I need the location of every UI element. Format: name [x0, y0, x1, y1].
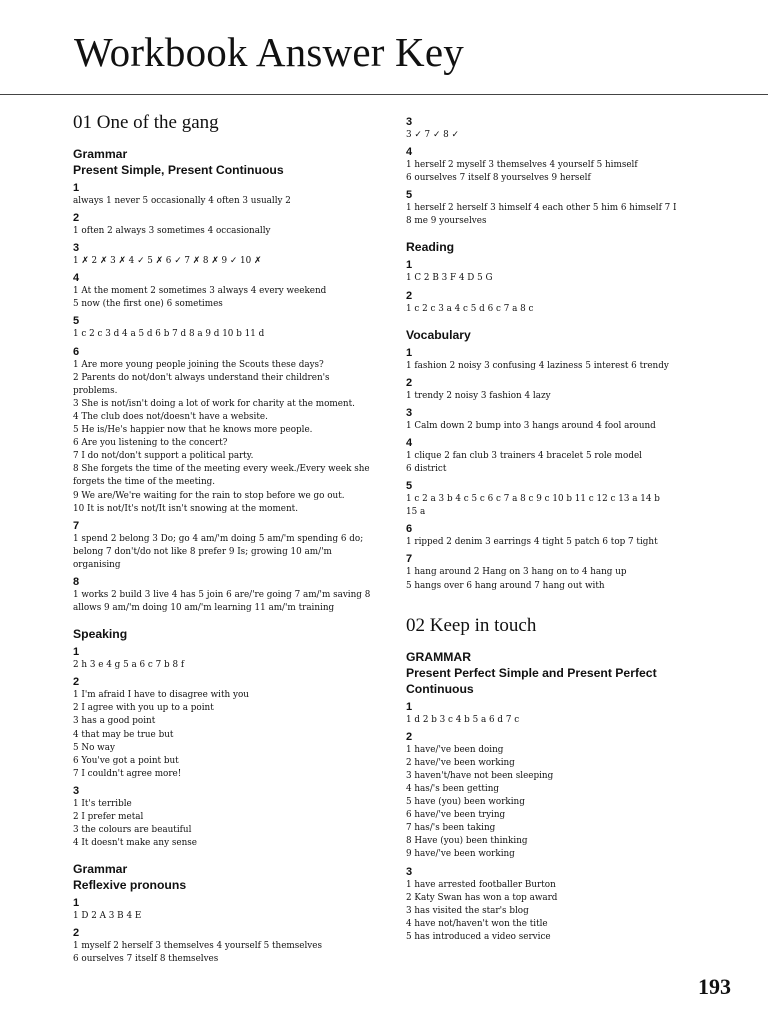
exercise-number: 3 — [406, 865, 413, 878]
answer-line: 4 that may be true but — [73, 729, 174, 740]
answer-line: 1 spend 2 belong 3 Do; go 4 am/'m doing 5 am/'m spending 6 do; belong 7 don't/do not like 8 prefer 9 Is; growing 10 am/'m organising — [73, 533, 364, 570]
answer-list — [73, 896, 373, 966]
answer-line: 2 I agree with you up to a point — [73, 703, 214, 714]
answer-line: 9 We are/We're waiting for the rain to stop before we go out. — [73, 490, 345, 501]
answer-line: 5 No way — [73, 742, 115, 753]
exercise-number: 7 — [406, 553, 413, 566]
answer-text — [406, 879, 724, 944]
answer-text — [73, 689, 373, 781]
answer-line: 2 h 3 e 4 g 5 a 6 c 7 b 8 f — [73, 660, 185, 671]
answer-line: 3 the colours are beautiful — [73, 825, 192, 836]
unit-title: 02 Keep in touch — [406, 614, 537, 636]
answer-text — [73, 195, 373, 208]
answer-line: 10 It is not/It's not/It isn't snowing at the moment. — [73, 503, 299, 514]
answer-text — [406, 390, 724, 403]
section-heading: Reading — [406, 240, 455, 255]
answer-line: 3 ✓ 7 ✓ 8 ✓ — [406, 130, 459, 140]
answer-list — [406, 346, 724, 593]
answer-line: 1 have/'ve been doing — [406, 744, 504, 755]
answer-line: 4 It doesn't make any sense — [73, 838, 197, 849]
answer-line: 6 Are you listening to the concert? — [73, 438, 228, 449]
answer-line: 1 Are more young people joining the Scouts these days? — [73, 359, 324, 370]
answer-text — [406, 536, 724, 549]
answer-line: 5 He is/He's happier now that he knows more people. — [73, 425, 313, 436]
answer-line: 4 has/'s been getting — [406, 783, 500, 794]
answer-line: 1 herself 2 herself 3 himself 4 each other 5 him 6 himself 7 I — [406, 203, 677, 214]
answer-line: 6 You've got a point but — [73, 755, 179, 766]
answer-text — [406, 129, 724, 142]
answer-line: 15 a — [406, 507, 426, 518]
exercise-number: 3 — [406, 406, 413, 419]
section — [73, 146, 373, 615]
answer-text — [73, 798, 373, 850]
section-heading: Grammar — [73, 862, 128, 877]
exercise-number: 5 — [406, 480, 413, 493]
answer-line: 6 ourselves 7 itself 8 yourselves 9 herself — [406, 173, 591, 184]
exercise-number: 2 — [406, 289, 413, 302]
answer-line: 1 works 2 build 3 live 4 has 5 join 6 are/'re going 7 am/'m saving 8 allows 9 am/'m doing 10 am/'m learning 11 am/'m training — [73, 589, 371, 614]
answer-line: 3 haven't/have not been sleeping — [406, 770, 554, 781]
left-column — [73, 112, 373, 978]
answer-text — [73, 940, 373, 966]
exercise-number: 5 — [406, 189, 413, 202]
exercise-number: 2 — [73, 927, 80, 940]
answer-line: 1 have arrested footballer Burton — [406, 879, 556, 890]
exercise-number: 4 — [406, 146, 413, 159]
exercise-number: 2 — [73, 676, 80, 689]
answer-line: 1 It's terrible — [73, 798, 132, 809]
answer-line: 1 I'm afraid I have to disagree with you — [73, 690, 249, 701]
exercise-number: 1 — [406, 700, 413, 713]
answer-line: 6 ourselves 7 itself 8 themselves — [73, 954, 219, 965]
answer-line: 2 Parents do not/don't always understand their children's problems. — [73, 372, 330, 396]
answer-list — [73, 645, 373, 850]
answer-line: 1 d 2 b 3 c 4 b 5 a 6 d 7 c — [406, 714, 520, 725]
answer-text — [73, 328, 373, 341]
exercise-number: 3 — [73, 242, 80, 255]
exercise-number: 1 — [406, 346, 413, 359]
answer-text — [406, 420, 724, 433]
section-subheading: Present Simple, Present Continuous — [73, 163, 284, 177]
answer-line: 1 hang around 2 Hang on 3 hang on to 4 hang up — [406, 567, 627, 578]
answer-line: 1 D 2 A 3 B 4 E — [73, 911, 142, 922]
answer-line: 5 hangs over 6 hang around 7 hang out with — [406, 580, 605, 591]
exercise-number: 1 — [73, 897, 80, 910]
section-heading: Grammar — [73, 147, 128, 161]
header-divider — [0, 94, 768, 95]
answer-text — [406, 450, 724, 476]
answer-line: 1 ✗ 2 ✗ 3 ✗ 4 ✓ 5 ✗ 6 ✓ 7 ✗ 8 ✗ 9 ✓ 10 ✗ — [73, 256, 262, 267]
answer-line: 7 has/'s been taking — [406, 823, 496, 834]
answer-text — [406, 493, 724, 519]
answer-text — [406, 566, 724, 592]
answer-line: 9 have/'ve been working — [406, 849, 515, 860]
answer-line: 1 C 2 B 3 F 4 D 5 G — [406, 273, 493, 284]
exercise-number: 1 — [73, 646, 80, 659]
answer-text — [73, 359, 373, 516]
section-heading: Speaking — [73, 627, 128, 642]
answer-text — [406, 202, 724, 228]
answer-line: 1 often 2 always 3 sometimes 4 occasionally — [73, 226, 271, 237]
answer-line: 8 Have (you) been thinking — [406, 836, 528, 847]
answer-text — [406, 714, 724, 727]
section — [73, 861, 373, 966]
section-heading: Vocabulary — [406, 327, 471, 342]
answer-text — [73, 589, 373, 615]
exercise-number: 8 — [73, 575, 80, 588]
exercise-number: 1 — [406, 259, 413, 272]
answer-line: 7 I do not/don't support a political party. — [73, 451, 254, 462]
answer-line: 6 have/'ve been trying — [406, 810, 506, 821]
exercise-number: 2 — [406, 730, 413, 743]
section-heading: GRAMMAR — [406, 649, 471, 664]
exercise-number: 3 — [73, 784, 80, 797]
answer-line: 8 me 9 yourselves — [406, 216, 487, 227]
answer-line: 2 Katy Swan has won a top award — [406, 892, 558, 903]
answer-text — [73, 533, 373, 572]
answer-line: always 1 never 5 occasionally 4 often 3 usually 2 — [73, 196, 291, 206]
section — [406, 649, 724, 944]
answer-line: 3 has a good point — [73, 716, 156, 727]
answer-list — [73, 181, 373, 615]
exercise-number: 5 — [73, 315, 80, 328]
answer-line: 8 She forgets the time of the meeting every week./Every week she forgets the time of the meeting. — [73, 464, 370, 488]
unit-title: 01 One of the gang — [73, 112, 219, 133]
answer-line: 1 fashion 2 noisy 3 confusing 4 laziness 5 interest 6 trendy — [406, 360, 669, 371]
answer-text — [406, 744, 724, 862]
page-title: Workbook Answer Key — [74, 29, 464, 75]
exercise-number: 2 — [73, 212, 80, 225]
exercise-number: 3 — [406, 116, 413, 128]
answer-text — [406, 272, 724, 285]
answer-line: 1 ripped 2 denim 3 earrings 4 tight 5 patch 6 top 7 tight — [406, 537, 658, 548]
answer-line: 5 have (you) been working — [406, 797, 525, 808]
answer-text — [73, 910, 373, 923]
answer-text — [73, 255, 373, 268]
answer-line: 6 district — [406, 464, 447, 475]
exercise-number: 6 — [406, 523, 413, 536]
exercise-number: 6 — [73, 345, 80, 358]
section — [406, 327, 724, 593]
page-number: 193 — [698, 974, 731, 999]
right-column — [406, 112, 724, 955]
answer-text — [406, 159, 724, 185]
answer-line: 1 trendy 2 noisy 3 fashion 4 lazy — [406, 390, 551, 401]
answer-line: 5 now (the first one) 6 sometimes — [73, 299, 223, 310]
exercise-number: 4 — [73, 272, 80, 285]
section-subheading: Reflexive pronouns — [73, 878, 187, 893]
answer-line: 1 Calm down 2 bump into 3 hangs around 4 fool around — [406, 420, 656, 431]
answer-list — [406, 700, 724, 944]
answer-line: 3 has visited the star's blog — [406, 905, 529, 916]
exercise-number: 4 — [406, 436, 413, 449]
answer-line: 2 have/'ve been working — [406, 757, 515, 768]
answer-line: 7 I couldn't agree more! — [73, 768, 182, 779]
answer-line: 1 clique 2 fan club 3 trainers 4 bracelet 5 role model — [406, 450, 642, 461]
answer-text — [73, 285, 373, 311]
answer-line: 1 At the moment 2 sometimes 3 always 4 every weekend — [73, 286, 327, 297]
answer-text — [73, 225, 373, 238]
exercise-number: 2 — [406, 376, 413, 389]
answer-line: 1 c 2 c 3 d 4 a 5 d 6 b 7 d 8 a 9 d 10 b 11 d — [73, 329, 265, 340]
section — [406, 115, 724, 228]
answer-line: 3 She is not/isn't doing a lot of work for charity at the moment. — [73, 398, 355, 409]
answer-list — [406, 115, 724, 228]
answer-text — [406, 303, 724, 316]
answer-list — [406, 258, 724, 315]
answer-line: 1 c 2 c 3 a 4 c 5 d 6 c 7 a 8 c — [406, 303, 534, 314]
answer-line: 1 c 2 a 3 b 4 c 5 c 6 c 7 a 8 c 9 c 10 b 11 c 12 c 13 a 14 b — [406, 494, 660, 505]
exercise-number: 7 — [73, 519, 80, 532]
section — [406, 239, 724, 315]
answer-text — [406, 360, 724, 373]
answer-line: 4 The club does not/doesn't have a website. — [73, 411, 268, 422]
section — [73, 626, 373, 850]
answer-text — [73, 659, 373, 672]
answer-line: 5 has introduced a video service — [406, 931, 551, 942]
answer-line: 2 I prefer metal — [73, 812, 144, 822]
exercise-number: 1 — [73, 182, 80, 194]
answer-line: 4 have not/haven't won the title — [406, 918, 548, 929]
answer-line: 1 herself 2 myself 3 themselves 4 yourself 5 himself — [406, 160, 638, 171]
section-subheading: Present Perfect Simple and Present Perfect Continuous — [406, 665, 657, 696]
answer-line: 1 myself 2 herself 3 themselves 4 yourself 5 themselves — [73, 941, 322, 952]
